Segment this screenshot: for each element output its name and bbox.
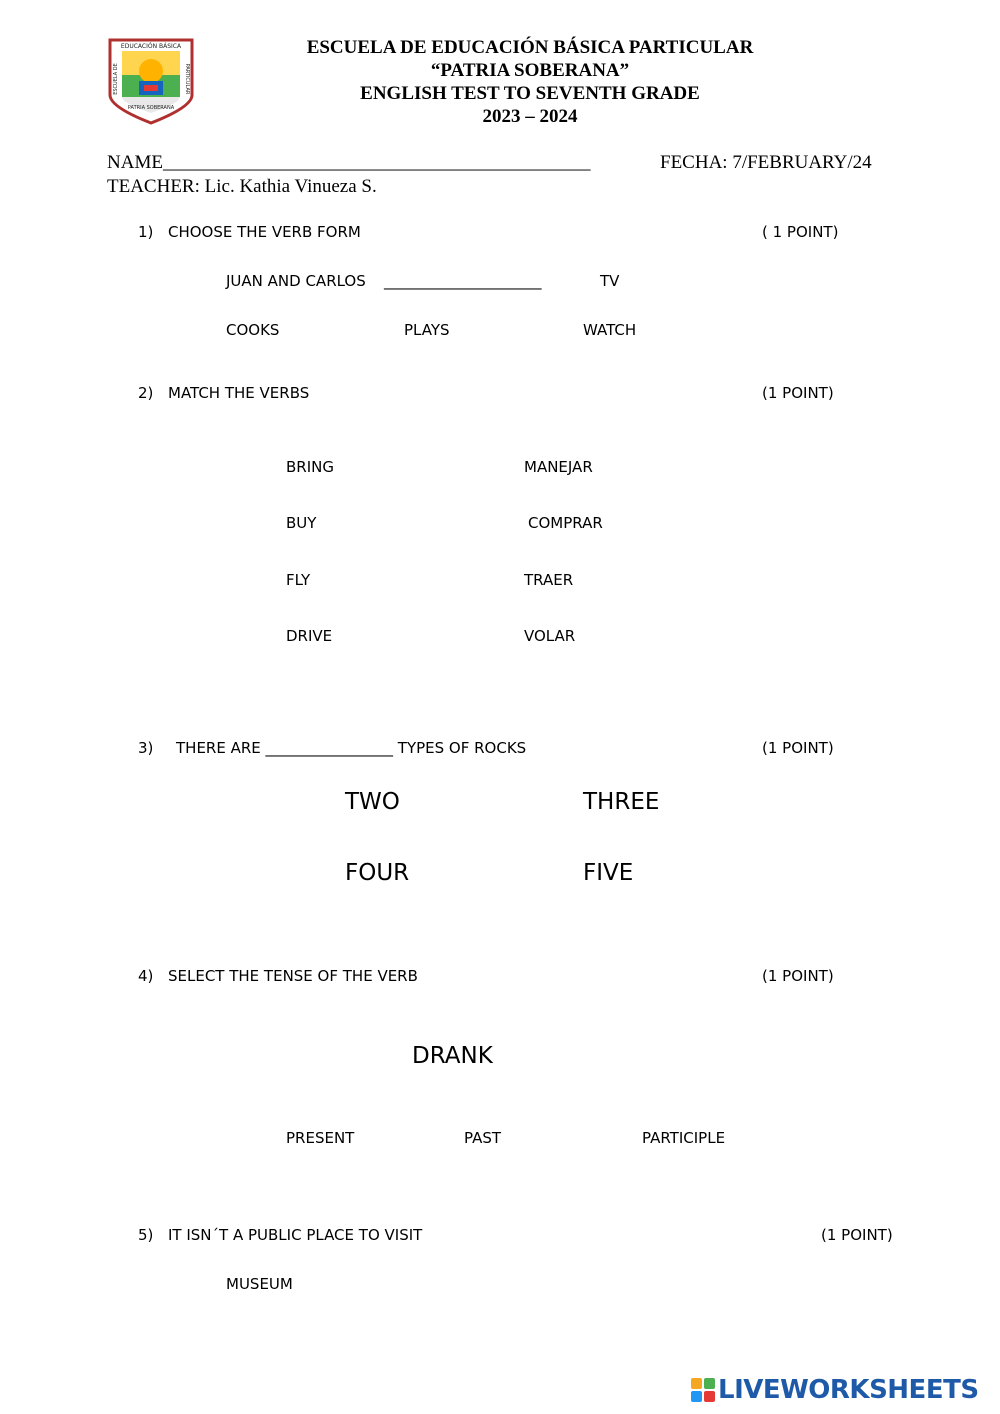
q2-left-item[interactable]: BUY (286, 514, 317, 532)
q5-prompt: IT ISN´T A PUBLIC PLACE TO VISIT (168, 1226, 423, 1244)
q2-right-item[interactable]: COMPRAR (528, 514, 603, 532)
q1-blank[interactable]: _____________________ (384, 272, 542, 290)
q5-number: 5) (138, 1226, 154, 1244)
q1-option[interactable]: COOKS (226, 321, 280, 339)
q3-option[interactable]: FOUR (345, 860, 410, 886)
q1-option[interactable]: PLAYS (404, 321, 450, 339)
q4-points: (1 POINT) (762, 967, 834, 985)
q2-left-item[interactable]: FLY (286, 571, 311, 589)
q4-verb: DRANK (412, 1043, 493, 1069)
test-title: ENGLISH TEST TO SEVENTH GRADE (360, 83, 700, 104)
q2-left-item[interactable]: BRING (286, 458, 334, 476)
q4-prompt: SELECT THE TENSE OF THE VERB (168, 967, 418, 985)
q1-object: TV (600, 272, 620, 290)
logo-text-top: EDUCACIÓN BÁSICA (120, 43, 182, 50)
q2-right-item[interactable]: VOLAR (524, 627, 576, 645)
q1-subject: JUAN AND CARLOS (226, 272, 366, 290)
q2-points: (1 POINT) (762, 384, 834, 402)
q3-option[interactable]: THREE (583, 789, 660, 815)
liveworksheets-icon (691, 1378, 715, 1402)
liveworksheets-wordmark: LIVEWORKSHEETS (718, 1375, 979, 1405)
icon-square (691, 1391, 702, 1402)
q4-option[interactable]: PRESENT (286, 1129, 355, 1147)
q3-option[interactable]: TWO (345, 789, 400, 815)
icon-square (704, 1391, 715, 1402)
school-logo (106, 37, 196, 125)
q1-points: ( 1 POINT) (762, 223, 839, 241)
q3-option[interactable]: FIVE (583, 860, 634, 886)
icon-square (704, 1378, 715, 1389)
q4-option[interactable]: PARTICIPLE (642, 1129, 726, 1147)
logo-text-left: ESCUELA DE (113, 63, 119, 95)
teacher-label: TEACHER: Lic. Kathia Vinueza S. (107, 176, 377, 197)
q2-right-item[interactable]: TRAER (524, 571, 574, 589)
liveworksheets-logo (691, 1375, 979, 1405)
logo-text-right: PARTICULAR (184, 63, 190, 95)
q2-right-item[interactable]: MANEJAR (524, 458, 593, 476)
q5-points: (1 POINT) (821, 1226, 893, 1244)
school-line: ESCUELA DE EDUCACIÓN BÁSICA PARTICULAR (306, 37, 754, 58)
q1-prompt: CHOOSE THE VERB FORM (168, 223, 361, 241)
q3-number: 3) (138, 739, 154, 757)
q2-number: 2) (138, 384, 154, 402)
logo-text-bottom: PATRIA SOBERANA (127, 105, 175, 111)
q1-number: 1) (138, 223, 154, 241)
q4-number: 4) (138, 967, 154, 985)
q2-left-item[interactable]: DRIVE (286, 627, 333, 645)
q3-prompt: THERE ARE _________________ TYPES OF ROCKS (176, 739, 527, 757)
date-label: FECHA: 7/FEBRUARY/24 (660, 152, 872, 173)
icon-square (691, 1378, 702, 1389)
q4-option[interactable]: PAST (464, 1129, 502, 1147)
q5-option[interactable]: MUSEUM (226, 1275, 293, 1293)
q1-option[interactable]: WATCH (583, 321, 637, 339)
q3-points: (1 POINT) (762, 739, 834, 757)
school-year: 2023 – 2024 (482, 106, 578, 127)
school-name: “PATRIA SOBERANA” (430, 60, 630, 81)
name-field[interactable]: NAME_____________________________________________ (107, 152, 591, 173)
q2-prompt: MATCH THE VERBS (168, 384, 310, 402)
